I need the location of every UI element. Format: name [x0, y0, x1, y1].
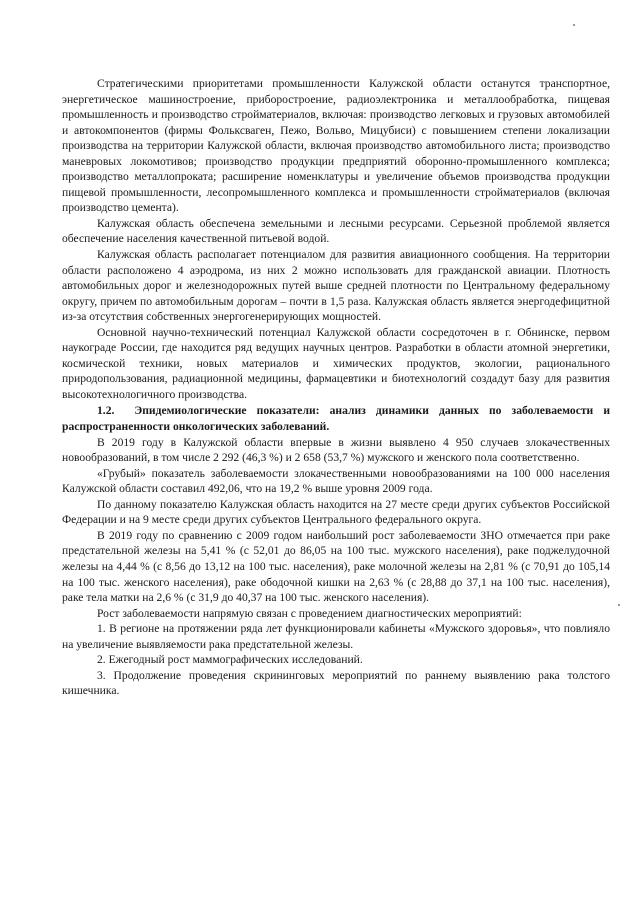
list-item: 1. В регионе на протяжении ряда лет функционировали кабинеты «Мужского здоровья», что повлияло на увеличение выявляемости рака предстательной железы.	[62, 622, 610, 651]
list-item: 2. Ежегодный рост маммографических исследований.	[97, 653, 363, 667]
section-number: 1.2.	[97, 404, 115, 418]
paragraph: Стратегическими приоритетами промышленности Калужской области останутся транспортное, энергетическое машиностроение, приборостроение, радиоэлектроника и металлообработка, пищевая промышленность и производство стройматериалов, включая: производство легковых и грузовых автомобилей и автокомпонентов (фирмы Фольксваген, Пежо, Вольво, Мицубиси) с повышением степени локализации производства на территории Калужской области, включая производство автомобильного листа; производство маневровых локомотивов; производство продукции предприятий оборонно-промышленного комплекса; производство металлопроката; расширение номенклатуры и увеличение объемов производства продукции пищевой промышленности, лесопромышленного комплекса и промышленности стройматериалов (включая производство цемента).	[62, 77, 610, 215]
paragraph: Калужская область обеспечена земельными и лесными ресурсами. Серьезной проблемой является обеспечение населения качественной питьевой водой.	[62, 216, 610, 246]
paragraph: В 2019 году в Калужской области впервые в жизни выявлено 4 950 случаев злокачественных новообразований, в том числе 2 292 (46,3 %) и 2 658 (53,7 %) мужского и женского пола соответственно.	[62, 435, 610, 465]
paragraph: В 2019 году по сравнению с 2009 годом наибольший рост заболеваемости ЗНО отмечается при раке предстательной железы на 5,41 % (с 52,01 до 86,05 на 100 тыс. мужского населения), раке поджелудочной железы на 4,44 % (с 8,56 до 13,12 на 100 тыс. населения), раке молочной железы на 2,81 % (с 70,91 до 105,14 на 100 тыс. женского населения), раке ободочной кишки на 2,63 % (с 28,88 до 37,1 на 100 тыс. населения), раке тела матки на 2,6 % (с 31,9 до 40,37 на 100 тыс. женского населения).	[62, 528, 610, 605]
scan-speck	[573, 24, 575, 26]
paragraph: По данному показателю Калужская область находится на 27 месте среди других субъектов Российской Федерации и на 9 месте среди других субъектов Центрального федерального округа.	[62, 497, 610, 527]
document-page	[62, 76, 610, 699]
section-title: Эпидемиологические показатели: анализ динамики данных по заболеваемости и распространенности онкологических заболеваний.	[62, 404, 610, 434]
paragraph: Основной научно-технический потенциал Калужской области сосредоточен в г. Обнинске, первом наукограде России, где находится ряд ведущих научных центров. Разработки в области атомной энергетики, космической техники, новых материалов и химических продуктов, экологии, рационального природопользования, радиационной медицины, фармацевтики и биотехнологий создадут базу для развития высокотехнологичного производства.	[62, 325, 610, 401]
list-item: 3. Продолжение проведения скрининговых мероприятий по раннему выявлению рака толстого кишечника.	[62, 668, 610, 698]
paragraph: Калужская область располагает потенциалом для развития авиационного сообщения. На территории области расположено 4 аэродрома, из них 2 можно использовать для гражданской авиации. Плотность автомобильных дорог и железнодорожных путей выше средней плотности по Центральному федеральному округу, причем по автомобильным дорогам – почти в 1,5 раза. Калужская область является энергодефицитной из-за отсутствия собственных энергогенерирующих мощностей.	[62, 248, 610, 324]
paragraph: Рост заболеваемости напрямую связан с проведением диагностических мероприятий:	[97, 606, 522, 620]
scan-speck	[618, 604, 620, 606]
section-heading	[62, 403, 610, 434]
paragraph: «Грубый» показатель заболеваемости злокачественными новообразованиями на 100 000 населения Калужской области составил 492,06, что на 19,2 % выше уровня 2009 года.	[62, 466, 610, 496]
